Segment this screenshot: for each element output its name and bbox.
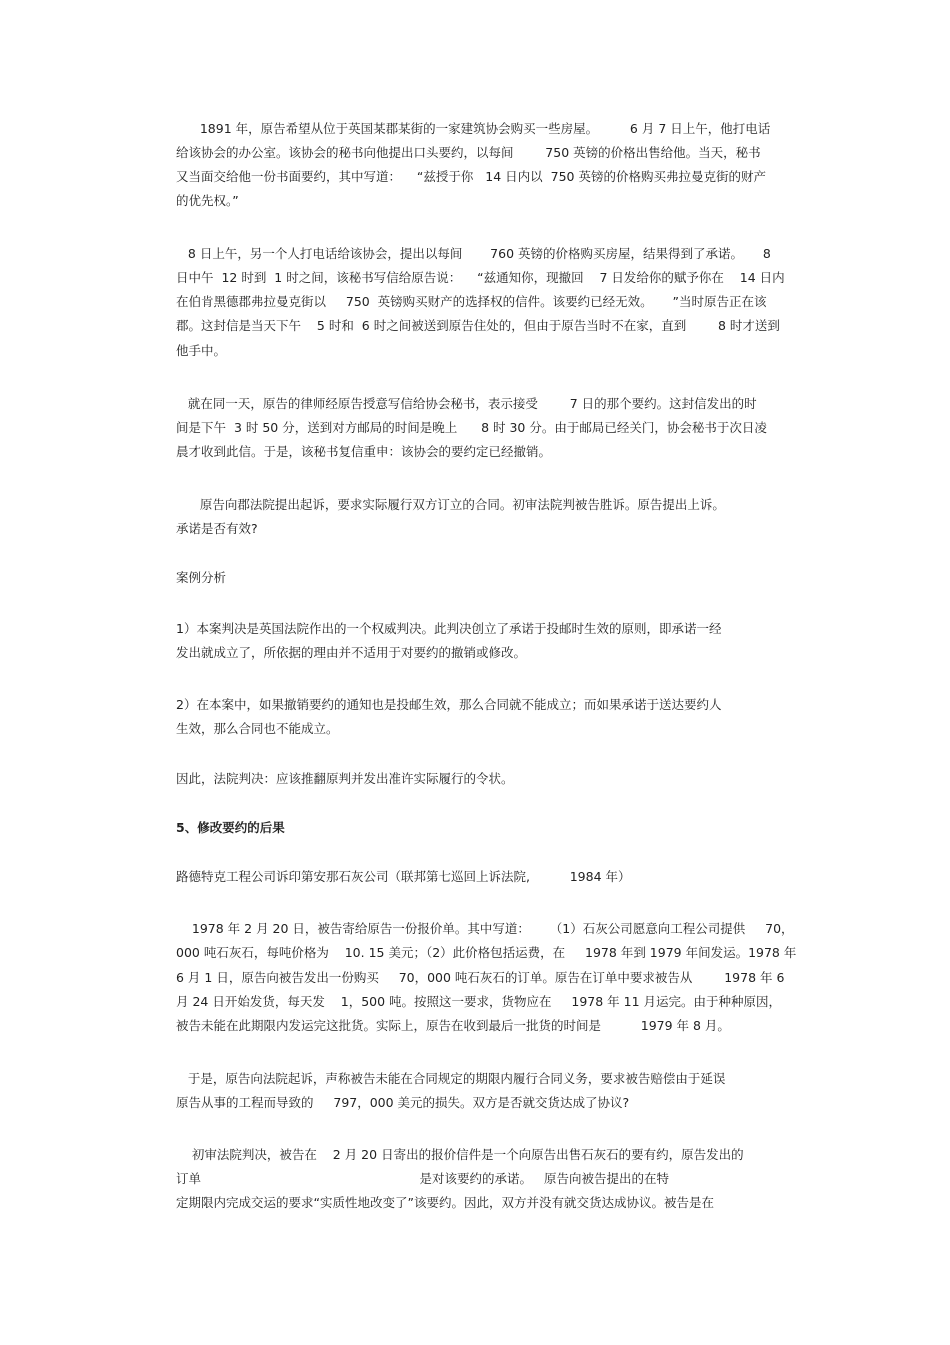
text-line: 月 24 日开始发货，每天发 1，500 吨。按照这一要求，货物应在 1978 年 11 月运完。由于种种原因， — [176, 994, 782, 1009]
text-line: 1）本案判决是英国法院作出的一个权威判决。此判决创立了承诺于投邮时生效的原则，即承诺一经 — [176, 621, 722, 636]
text-line: 原告向郡法院提出起诉，要求实际履行双方订立的合同。初审法院判被告胜诉。原告提出上诉。 — [176, 497, 725, 512]
text-line: 1978 年 2 月 20 日，被告寄给原告一份报价单。其中写道： （1）石灰公司愿意向工程公司提供 70， — [176, 921, 794, 936]
text-line: 给该协会的办公室。该协会的秘书向他提出口头要约，以每间 750 英镑的价格出售给他。当天，秘书 — [176, 145, 761, 160]
text-line: 1891 年，原告希望从位于英国某郡某街的一家建筑协会购买一些房屋。 6 月 7 日上午，他打电话 — [176, 121, 771, 136]
text-line: 000 吨石灰石，每吨价格为 10. 15 美元；（2）此价格包括运费，在 1978 年到 1979 年间发运。1978 年 — [176, 945, 797, 960]
text-line: 订单 是对该要约的承诺。 原告向被告提出的在特 — [176, 1171, 669, 1186]
case-title: 路德特克工程公司诉印第安那石灰公司（联邦第七巡回上诉法院, 1984 年） — [176, 869, 631, 884]
text-line: 2）在本案中，如果撤销要约的通知也是投邮生效，那么合同就不能成立；而如果承诺于送达要约人 — [176, 697, 722, 712]
text-line: 发出就成立了，所依据的理由并不适用于对要约的撤销或修改。 — [176, 645, 527, 660]
text-line: 又当面交给他一份书面要约，其中写道： “兹授于你 14 日内以 750 英镑的价格购买弗拉曼克街的财产 — [176, 169, 766, 184]
text-line: 初审法院判决，被告在 2 月 20 日寄出的报价信件是一个向原告出售石灰石的要有约，原告发出的 — [176, 1147, 744, 1162]
text-line: 被告未能在此期限内发运完这批货。实际上，原告在收到最后一批货的时间是 1979 年 8 月。 — [176, 1018, 730, 1033]
text-line: 间是下午 3 时 50 分，送到对方邮局的时间是晚上 8 时 30 分。由于邮局已经关门，协会秘书于次日凌 — [176, 420, 767, 435]
section-heading: 5、修改要约的后果 — [176, 820, 285, 835]
text-line: 6 月 1 日，原告向被告发出一份购买 70，000 吨石灰石的订单。原告在订单中要求被告从 1978 年 6 — [176, 970, 785, 985]
text-line: 他手中。 — [176, 343, 227, 358]
text-line: 因此，法院判决：应该推翻原判并发出准许实际履行的令状。 — [176, 771, 514, 786]
text-line: 就在同一天，原告的律师经原告授意写信给协会秘书，表示接受 7 日的那个要约。这封信发出的时 — [176, 396, 757, 411]
text-line: 生效，那么合同也不能成立。 — [176, 721, 339, 736]
text-line: 郡。这封信是当天下午 5 时和 6 时之间被送到原告住处的，但由于原告当时不在家，直到 8 时才送到 — [176, 318, 780, 333]
text-line: 晨才收到此信。于是，该秘书复信重申：该协会的要约定已经撤销。 — [176, 444, 552, 459]
text-line: 日中午 12 时到 1 时之间，该秘书写信给原告说： “兹通知你，现撤回 7 日发给你的赋予你在 14 日内 — [176, 270, 785, 285]
text-line: 于是，原告向法院起诉，声称被告未能在合同规定的期限内履行合同义务，要求被告赔偿由于延误 — [176, 1071, 726, 1086]
text-line: 定期限内完成交运的要求“实质性地改变了”该要约。因此，双方并没有就交货达成协议。被告是在 — [176, 1195, 714, 1210]
text-line: 承诺是否有效? — [176, 521, 258, 536]
text-line: 在伯肯黑德郡弗拉曼克街以 750 英镑购买财产的选择权的信件。该要约已经无效。 ”当时原告正在该 — [176, 294, 767, 309]
text-line: 8 日上午，另一个人打电话给该协会，提出以每间 760 英镑的价格购买房屋，结果得到了承诺。 8 — [176, 246, 771, 261]
text-line: 的优先权。” — [176, 193, 239, 208]
text-line: 原告从事的工程而导致的 797，000 美元的损失。双方是否就交货达成了协议? — [176, 1095, 630, 1110]
section-heading: 案例分析 — [176, 570, 227, 585]
